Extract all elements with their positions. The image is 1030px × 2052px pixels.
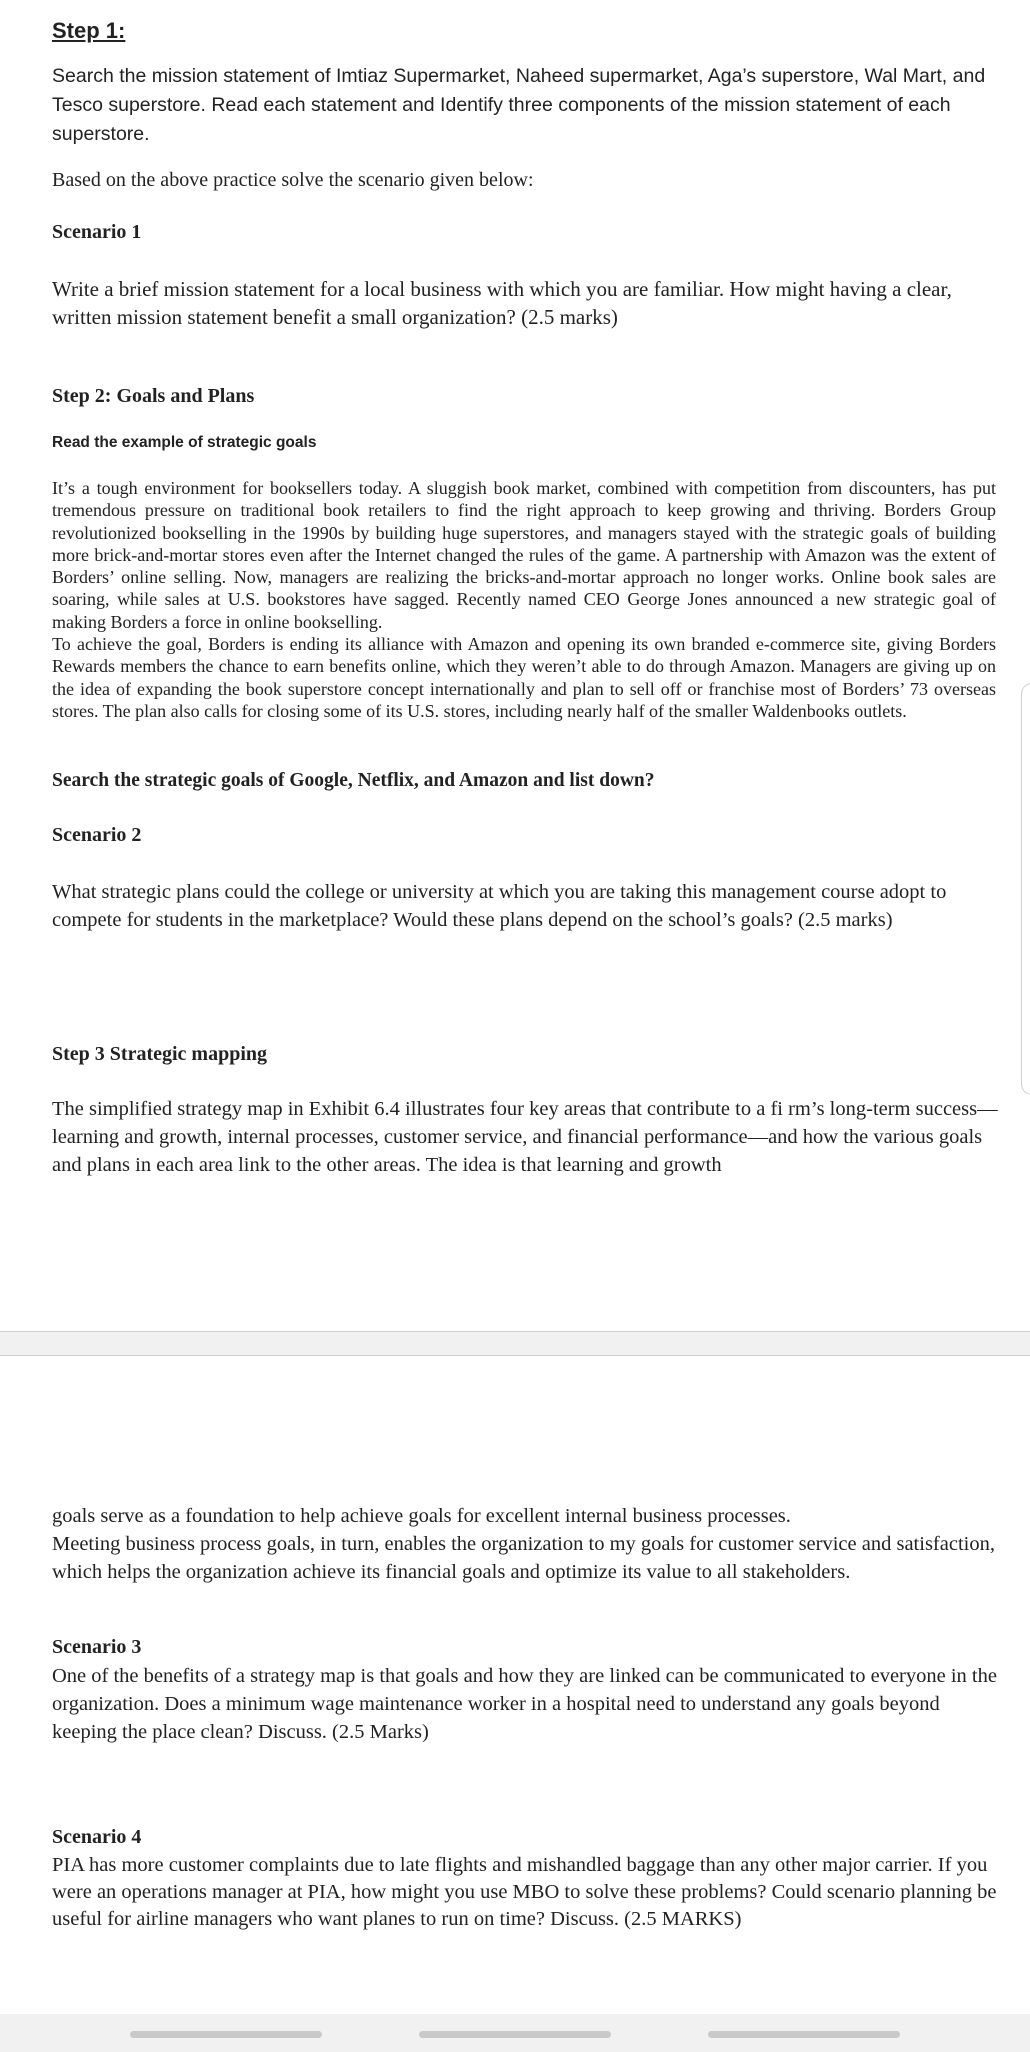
strategic-goals-task: Search the strategic goals of Google, Netflix, and Amazon and list down? xyxy=(52,770,655,791)
case-study-paragraph-1: It’s a tough environment for booksellers today. A sluggish book market, combined with competition from discounters, has put tremendous pressure on traditional book retailers to find the right approach to keep growing and thriving. Borders Group revolutionized bookselling in the 1990s by building huge superstores, and managers stayed with the strategic goals of building more brick-and-mortar stores even after the Internet changed the rules of the game. A partnership with Amazon was the extent of Borders’ online selling. Now, managers are realizing the bricks-and-mortar approach no longer works. Online book sales are soaring, while sales at U.S. bookstores have sagged. Recently named CEO George Jones announced a new strategic goal of making Borders a force in online bookselling. xyxy=(52,478,996,632)
scenario4-question: PIA has more customer complaints due to late flights and mishandled baggage than any other major carrier. If you were an operations manager at PIA, how might you use MBO to solve these problems? Could scenario planning be useful for airline managers who want planes to run on time? Discuss. (2.5 MARKS) xyxy=(52,1854,997,1930)
step3-heading: Step 3 Strategic mapping xyxy=(52,1043,267,1065)
page-handle[interactable] xyxy=(419,2031,611,2038)
practice-instruction: Based on the above practice solve the scenario given below: xyxy=(52,169,534,191)
page-handle[interactable] xyxy=(130,2031,322,2038)
page-handle[interactable] xyxy=(708,2031,900,2038)
step1-heading: Step 1: xyxy=(52,18,126,43)
page-break xyxy=(0,1331,1030,1356)
scenario2-question: What strategic plans could the college or university at which you are taking this management course adopt to compete for students in the marketplace? Would these plans depend on the school’s goals? (2.5 marks) xyxy=(52,881,947,931)
scenario2-heading: Scenario 2 xyxy=(52,824,142,846)
scenario3-question: One of the benefits of a strategy map is that goals and how they are linked can be communicated to everyone in the organization. Does a minimum wage maintenance worker in a hospital need to understand any goals beyond keeping the place clean? Discuss. (2.5 Marks) xyxy=(52,1665,997,1743)
bottom-page-strip xyxy=(0,2014,1030,2052)
scenario1-heading: Scenario 1 xyxy=(52,221,142,243)
step1-instructions: Search the mission statement of Imtiaz Supermarket, Naheed supermarket, Aga’s superstore, Wal Mart, and Tesco superstore. Read each statement and Identify three components of the mission statement of each superstore. xyxy=(52,65,986,145)
step3-continued xyxy=(52,1502,997,1586)
step3-paragraph: The simplified strategy map in Exhibit 6.4 illustrates four key areas that contribute to a fi rm’s long-term success—learning and growth, internal processes, customer service, and financial performance—and how the various goals and plans in each area link to the other areas. The idea is that learning and growth xyxy=(52,1098,998,1176)
step3-continued-line: goals serve as a foundation to help achieve goals for excellent internal business processes. xyxy=(52,1505,791,1527)
scroll-indicator[interactable] xyxy=(1021,683,1030,1095)
scenario1-question: Write a brief mission statement for a local business with which you are familiar. How might having a clear, written mission statement benefit a small organization? (2.5 marks) xyxy=(52,277,952,329)
step2-heading: Step 2: Goals and Plans xyxy=(52,385,255,407)
borders-case-study xyxy=(52,477,996,722)
step3-continued-paragraph: Meeting business process goals, in turn, enables the organization to my goals for customer service and satisfaction, which helps the organization achieve its financial goals and optimize its value to all stakeholders. xyxy=(52,1533,995,1583)
step2-subheading: Read the example of strategic goals xyxy=(52,434,317,451)
case-study-paragraph-2: To achieve the goal, Borders is ending its alliance with Amazon and opening its own branded e-commerce site, giving Borders Rewards members the chance to earn benefits online, which they weren’t able to do through Amazon. Managers are giving up on the idea of expanding the book superstore concept internationally and plan to sell off or franchise most of Borders’ 73 overseas stores. The plan also calls for closing some of its U.S. stores, including nearly half of the smaller Waldenbooks outlets. xyxy=(52,634,996,721)
scenario3-heading: Scenario 3 xyxy=(52,1636,142,1658)
scenario4-heading: Scenario 4 xyxy=(52,1826,142,1848)
